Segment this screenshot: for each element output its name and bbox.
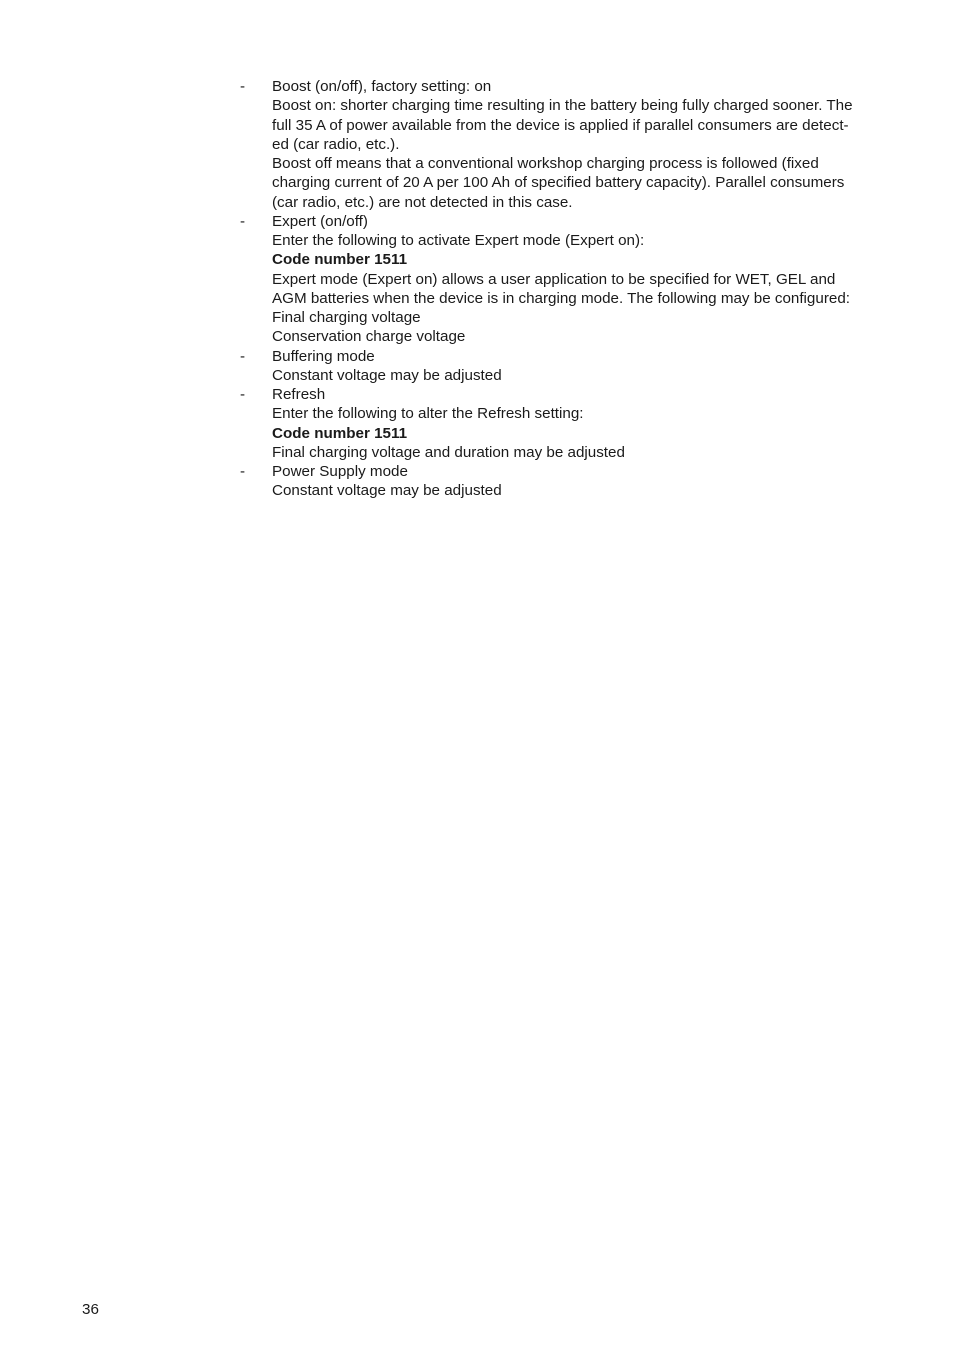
item-text: Boost on: shorter charging time resulting in the battery being fully charged sooner. The <box>272 97 853 115</box>
page-number: 36 <box>82 1301 99 1318</box>
item-text: Enter the following to alter the Refresh setting: <box>272 405 584 423</box>
item-heading: Boost (on/off), factory setting: on <box>272 78 492 95</box>
list-bullet: - <box>240 212 246 230</box>
item-text: charging current of 20 A per 100 Ah of specified battery capacity). Parallel consumers <box>272 174 845 192</box>
document-body <box>240 77 880 501</box>
list-bullet: - <box>240 463 246 480</box>
item-text: (car radio, etc.) are not detected in this case. <box>272 193 573 211</box>
code-number: Code number 1511 <box>272 251 408 269</box>
item-heading: Buffering mode <box>272 347 375 365</box>
list-item-buffering <box>240 347 880 386</box>
list-bullet: - <box>240 347 246 365</box>
list-item-refresh <box>240 385 880 462</box>
item-text: Final charging voltage <box>272 309 421 326</box>
item-text: Constant voltage may be adjusted <box>272 482 502 500</box>
item-text: Conservation charge voltage <box>272 328 466 346</box>
item-text: full 35 A of power available from the device is applied if parallel consumers are detect- <box>272 116 849 134</box>
item-text: Constant voltage may be adjusted <box>272 366 502 384</box>
item-text: Expert mode (Expert on) allows a user application to be specified for WET, GEL and <box>272 270 836 288</box>
list-item-expert <box>240 212 880 347</box>
list-bullet: - <box>240 78 246 95</box>
list-bullet: - <box>240 386 246 403</box>
list-item-power-supply <box>240 462 880 501</box>
item-text: Final charging voltage and duration may be adjusted <box>272 443 625 461</box>
item-text: AGM batteries when the device is in charging mode. The following may be configured: <box>272 289 850 307</box>
item-heading: Power Supply mode <box>272 463 408 480</box>
item-heading: Refresh <box>272 386 326 403</box>
item-text: ed (car radio, etc.). <box>272 135 400 153</box>
code-number: Code number 1511 <box>272 424 408 442</box>
item-text: Enter the following to activate Expert mode (Expert on): <box>272 232 645 249</box>
list-item-boost <box>240 77 880 212</box>
item-heading: Expert (on/off) <box>272 212 368 230</box>
item-text: Boost off means that a conventional workshop charging process is followed (fixed <box>272 155 819 172</box>
